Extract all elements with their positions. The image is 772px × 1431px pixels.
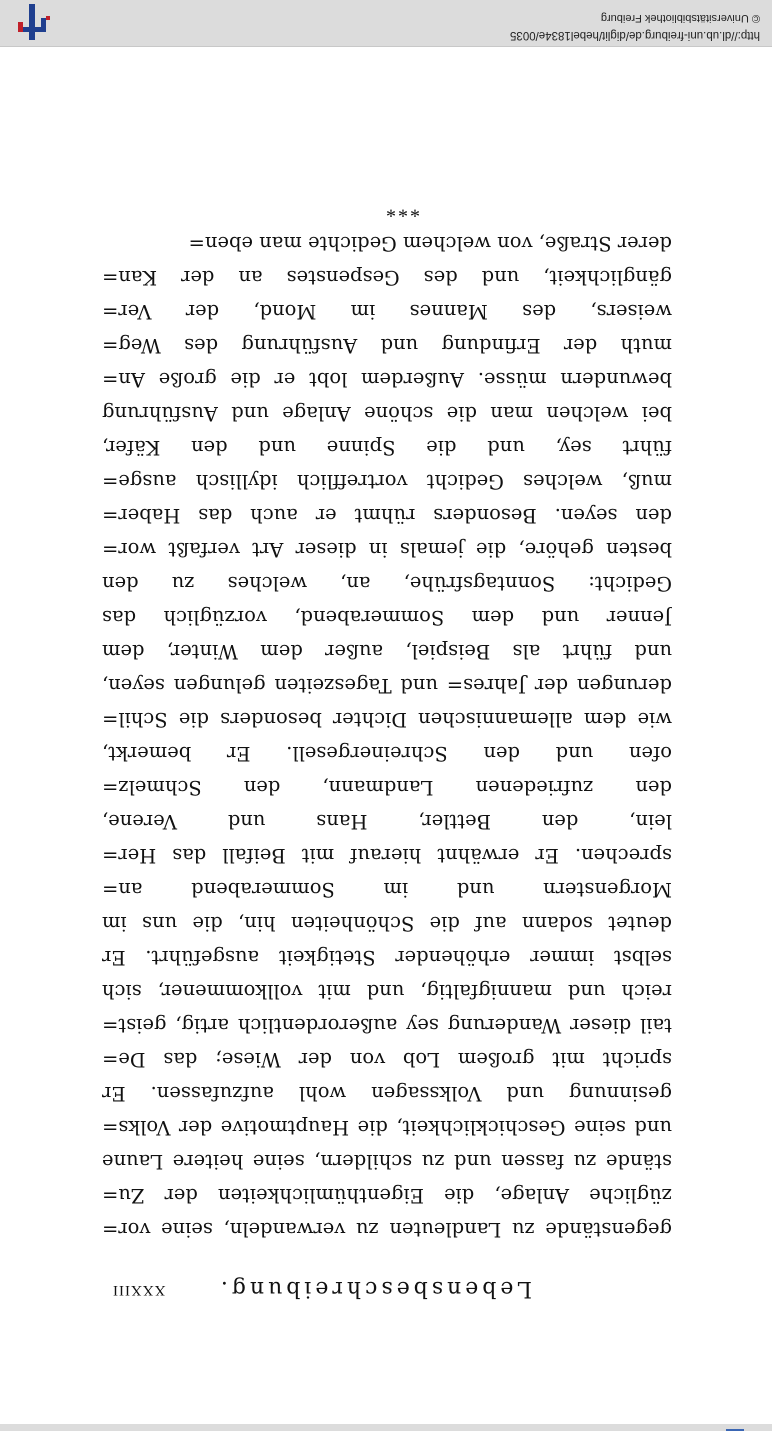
page-url[interactable]: http://dl.ub.uni-freiburg.de/diglit/hebel1834e/0035: [510, 29, 760, 41]
text-line: spricht mit großem Lob von der Wiese; das De=: [102, 1048, 672, 1071]
page-body-text: [102, 226, 672, 1246]
text-line: bei welchen man die schöne Anlage und Ausführung: [102, 402, 672, 425]
text-line: stände zu fassen und zu schildern, seine heitere Laune: [102, 1150, 672, 1173]
text-line: und seine Geschicklichkeit, die Hauptmotive der Volks=: [102, 1116, 672, 1139]
text-line: derungen der Jahres= und Tageszeiten gelungen seyen,: [102, 674, 672, 697]
bottom-toolbar-strip: [0, 1424, 772, 1431]
text-line: gegenstände zu Landleuten zu verwandeln, seine vor=: [102, 1218, 672, 1241]
university-library-logo-icon[interactable]: [14, 4, 50, 40]
text-line: deutet sodann auf die Schönheiten hin, die uns im: [102, 912, 672, 935]
viewer-header-bar: [0, 0, 772, 47]
text-line: Morgenstern und im Sommerabend an=: [102, 878, 672, 901]
running-title: Lebensbeschreibung.: [216, 1276, 532, 1301]
text-line: Gedicht: Sonntagsfrühe, an, welches zu den: [102, 572, 672, 595]
copyright-notice: © Universitätsbibliothek Freiburg: [600, 12, 760, 24]
page-number: XXXIII: [112, 1282, 166, 1298]
text-line: weisers, des Mannes im Mond, der Ver=: [102, 300, 672, 323]
text-line: sprechen. Er erwähnt hierauf mit Beifall das Her=: [102, 844, 672, 867]
text-line: selbst immer erhöhender Stetigkeit ausgeführt. Er: [102, 946, 672, 969]
text-line: muß, welches Gedicht vortrefflich idyllisch ausge=: [102, 470, 672, 493]
text-line: den seyen. Besonders rühmt er auch das Haber=: [102, 504, 672, 527]
text-line: lein, den Bettler, Hans und Verene,: [102, 810, 672, 833]
text-line: führt sey, und die Spinne und den Käfer,: [102, 436, 672, 459]
text-line: gänglichkeit, und des Gespenstes an der Kan=: [102, 266, 672, 289]
text-line: bewundern müsse. Außerdem lobt er die große An=: [102, 368, 672, 391]
text-line: reich und mannigfaltig, und mit vollkommener, sich: [102, 980, 672, 1003]
text-line: muth der Erfindung und Ausführung des Weg=: [102, 334, 672, 357]
text-line: tail dieser Wanderung sey außerordentlich artig, geist=: [102, 1014, 672, 1037]
text-line: besten gehöre, die jemals in dieser Art verfaßt wor=: [102, 538, 672, 561]
text-line: ofen und den Schreinergesell. Er bemerkt,: [102, 742, 672, 765]
text-line: zügliche Anlage, die Eigenthümlichkeiten der Zu=: [102, 1184, 672, 1207]
text-line: Jenner und dem Sommerabend, vorzüglich das: [102, 606, 672, 629]
section-asterisks: ***: [384, 199, 420, 221]
scanned-page: [92, 51, 672, 1331]
text-line: und führt als Beispiel, außer dem Winter, dem: [102, 640, 672, 663]
text-line: derer Straße, von welchem Gedichte man eben=: [188, 232, 672, 255]
page-nav-indicator[interactable]: [726, 1424, 744, 1431]
text-line: gesinnung und Volkssagen wohl aufzufassen. Er: [102, 1082, 672, 1105]
text-line: den zufriedenen Landmann, den Schmelz=: [102, 776, 672, 799]
running-head: [102, 1277, 672, 1301]
text-line: wie dem allemannischen Dichter besonders die Schil=: [102, 708, 672, 731]
